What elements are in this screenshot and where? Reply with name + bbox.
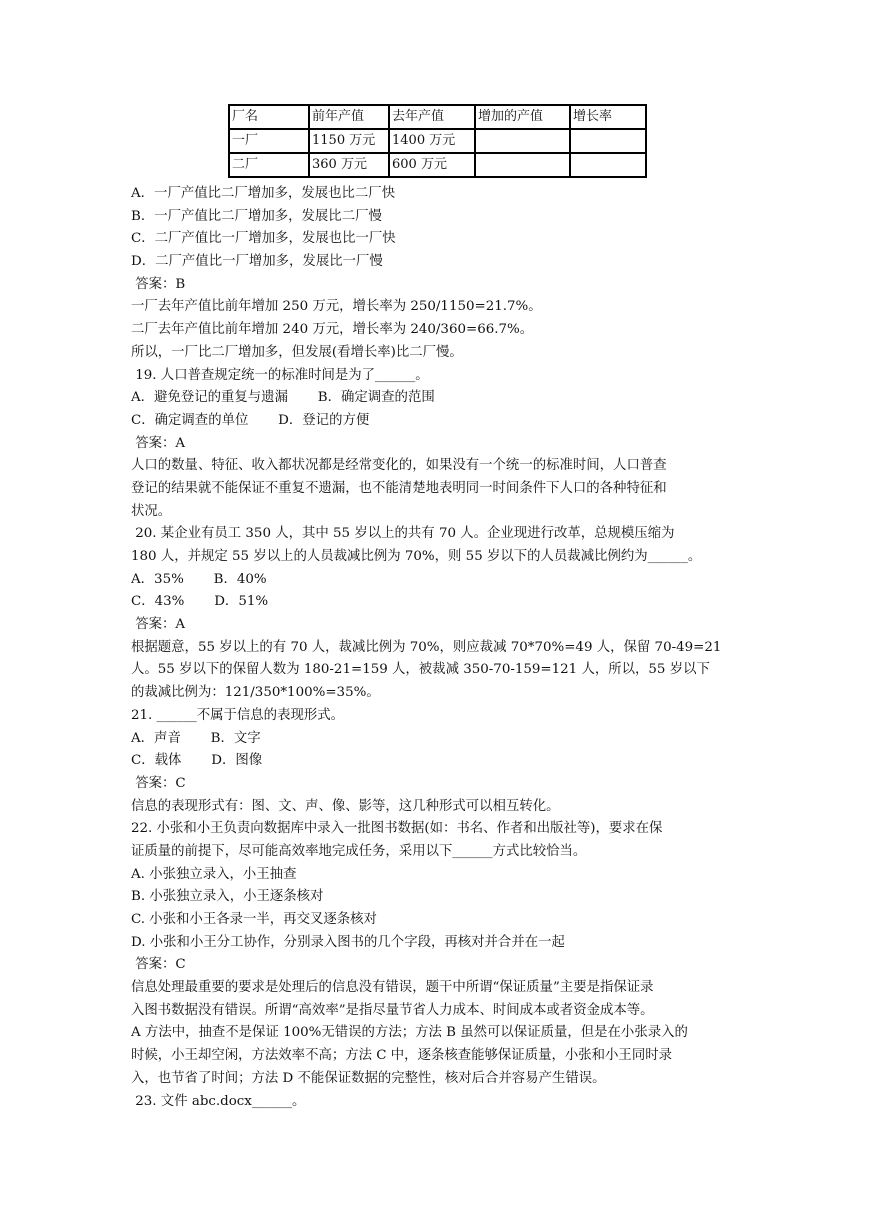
option-line: A．35% B．40% xyxy=(131,571,267,587)
option-line: A．一厂产值比二厂增加多，发展也比二厂快 xyxy=(131,186,396,201)
question-line: 21. ______不属于信息的表现形式。 xyxy=(131,707,345,723)
explanation-line: 登记的结果就不能保证不重复不遗漏，也不能清楚地表明同一时间条件下人口的各种特征和 xyxy=(131,480,667,496)
question-line: 证质量的前提下，尽可能高效率地完成任务，采用以下______方式比较恰当。 xyxy=(131,843,587,859)
table-header-cell: 增加的产值 xyxy=(475,105,570,129)
option-line: C．二厂产值比一厂增加多，发展也比一厂快 xyxy=(131,231,396,247)
answer-line: 答案：A xyxy=(131,435,186,451)
table-header-cell: 去年产值 xyxy=(389,105,475,129)
question-line: 22. 小张和小王负责向数据库中录入一批图书数据(如：书名、作者和出版社等)，要求在保 xyxy=(131,821,663,837)
explanation-line: 二厂去年产值比前年增加 240 万元，增长率为 240/360=66.7%。 xyxy=(131,322,534,338)
table-cell: 一厂 xyxy=(229,129,309,153)
question-line: 180 人，并规定 55 岁以上的人员裁减比例为 70%，则 55 岁以下的人员裁减比例约为______。 xyxy=(131,549,702,564)
option-line: A．声音 B．文字 xyxy=(131,730,261,746)
option-line: C．载体 D．图像 xyxy=(131,753,263,769)
table-cell: 1400 万元 xyxy=(389,129,475,153)
factory-output-table xyxy=(228,104,647,178)
explanation-line: 人口的数量、特征、收入都状况都是经常变化的，如果没有一个统一的标准时间，人口普查 xyxy=(131,458,667,474)
table-cell xyxy=(475,129,570,153)
table-cell: 600 万元 xyxy=(389,153,475,177)
option-line: D．二厂产值比一厂增加多，发展比一厂慢 xyxy=(131,254,383,270)
explanation-line: 信息处理最重要的要求是处理后的信息没有错误，题干中所谓“保证质量”主要是指保证录 xyxy=(131,980,654,996)
explanation-line: 人。55 岁以下的保留人数为 180-21=159 人，被裁减 350-70-159=121 人，所以，55 岁以下 xyxy=(131,662,710,678)
table-header-cell: 增长率 xyxy=(570,105,646,129)
table-cell xyxy=(570,129,646,153)
table-row xyxy=(229,129,646,153)
table-cell: 二厂 xyxy=(229,153,309,177)
explanation-line: 时候，小王却空闲，方法效率不高；方法 C 中，逐条核查能够保证质量，小张和小王同时录 xyxy=(131,1048,672,1064)
explanation-line: 入图书数据没有错误。所谓“高效率”是指尽量节省人力成本、时间成本或者资金成本等。 xyxy=(131,1002,654,1018)
option-line: A. 小张独立录入，小王抽查 xyxy=(131,866,297,882)
table-header-cell: 前年产值 xyxy=(309,105,389,129)
answer-line: 答案：A xyxy=(131,617,186,633)
answer-line: 答案：C xyxy=(131,775,186,791)
option-line: C. 小张和小王各录一半，再交叉逐条核对 xyxy=(131,912,377,927)
document-body xyxy=(131,183,741,1113)
table-row xyxy=(229,153,646,177)
option-line: A．避免登记的重复与遗漏 B．确定调查的范围 xyxy=(131,390,435,406)
option-line: D. 小张和小王分工协作，分别录入图书的几个字段，再核对并合并在一起 xyxy=(131,934,565,950)
option-line: C．确定调查的单位 D．登记的方便 xyxy=(131,412,370,428)
explanation-line: 一厂去年产值比前年增加 250 万元，增长率为 250/1150=21.7%。 xyxy=(131,299,542,315)
table-cell: 360 万元 xyxy=(309,153,389,177)
question-line: 23. 文件 abc.docx______。 xyxy=(131,1093,306,1109)
explanation-line: 根据题意，55 岁以上的有 70 人，裁减比例为 70%，则应裁减 70*70%=49 人，保留 70-49=21 xyxy=(131,639,722,655)
explanation-line: A 方法中，抽查不是保证 100%无错误的方法；方法 B 虽然可以保证质量，但是在小张录入的 xyxy=(131,1025,688,1041)
explanation-line: 入，也节省了时间；方法 D 不能保证数据的完整性，核对后合并容易产生错误。 xyxy=(131,1070,606,1086)
question-line: 19. 人口普查规定统一的标准时间是为了______。 xyxy=(131,367,429,383)
table-header-row xyxy=(229,105,646,129)
explanation-line: 状况。 xyxy=(131,503,172,519)
table-cell xyxy=(570,153,646,177)
explanation-line: 的裁减比例为：121/350*100%=35%。 xyxy=(131,685,380,701)
option-line: B. 小张独立录入，小王逐条核对 xyxy=(131,889,324,905)
table-cell xyxy=(475,153,570,177)
table-cell: 1150 万元 xyxy=(309,129,389,153)
option-line: B．一厂产值比二厂增加多，发展比二厂慢 xyxy=(131,208,382,224)
explanation-line: 信息的表现形式有：图、文、声、像、影等，这几种形式可以相互转化。 xyxy=(131,798,560,814)
answer-line: 答案：B xyxy=(131,276,186,292)
question-line: 20. 某企业有员工 350 人，其中 55 岁以上的共有 70 人。企业现进行改革，总规模压缩为 xyxy=(131,526,675,542)
option-line: C．43% D．51% xyxy=(131,594,269,610)
table-header-cell: 厂名 xyxy=(229,105,309,129)
explanation-line: 所以，一厂比二厂增加多，但发展(看增长率)比二厂慢。 xyxy=(131,344,463,360)
answer-line: 答案：C xyxy=(131,957,186,973)
